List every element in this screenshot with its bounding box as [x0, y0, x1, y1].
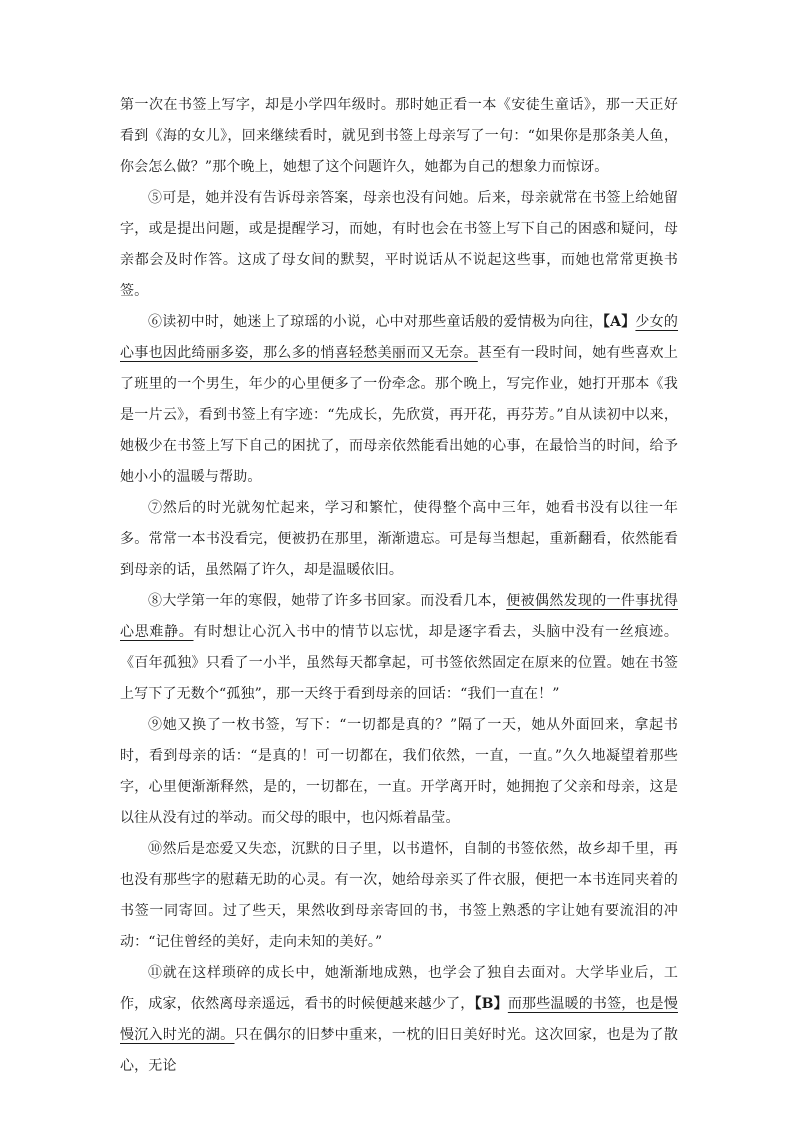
paragraph-9: ⑨她又换了一枚书签，写下：“一切都是真的？”隔了一天，她从外面回来，拿起书时，看到母亲的话：“是真的！可一切都在，我们依然，一直，一直。”久久地凝望着那些字，心里便渐渐释然，是的，一切都在，一直。开学离开时，她拥抱了父亲和母亲，这是以往从没有过的举动。而父母的眼中，也闪烁着晶莹。 [120, 717, 678, 826]
underlined-sentence-b: 而那些温暖的书签，也是慢慢沉入时光的湖。 [120, 996, 678, 1043]
paragraph-6-text-a: ⑥读初中时，她迷上了琼瑶的小说，心中对那些童话般的爱情极为向往， [148, 314, 603, 330]
paragraph-8-text-b: 有时想让心沉入书中的情节以忘忧，却是逐字看去，头脑中没有一丝痕迹。《百年孤独》只看了一小半，虽然每天都拿起，可书签依然固定在原来的位置。她在书签上写下了无数个“孤独”，那一天终于看到母亲的回话：“我们一直在！” [120, 624, 679, 702]
paragraph-7: ⑦然后的时光就匆忙起来，学习和繁忙，使得整个高中三年，她看书没有以往一年多。常常一本书没看完，便被扔在那里，渐渐遗忘。可是每当想起，重新翻看，依然能看到母亲的话，虽然隔了许久，却是温暖依旧。 [120, 500, 678, 578]
paragraph-10: ⑩然后是恋爱又失恋，沉默的日子里，以书遣怀，自制的书签依然，故乡却千里，再也没有那些字的慰藉无助的心灵。有一次，她给母亲买了件衣服，便把一本书连同夹着的书签一同寄回。过了些天，果然收到母亲寄回的书，书签上熟悉的字让她有要流泪的冲动：“记住曾经的美好，走向未知的美好。” [120, 841, 678, 950]
paragraph-4-continued: 第一次在书签上写字，却是小学四年级时。那时她正看一本《安徒生童话》，那一天正好看到《海的女儿》，回来继续看时，就见到书签上母亲写了一句：“如果你是那条美人鱼，你会怎么做？”那个晚上，她想了这个问题许久，她都为自己的想象力而惊讶。 [120, 97, 678, 175]
paragraph-11 [120, 958, 678, 1082]
paragraph-6 [120, 307, 678, 493]
article-body [120, 90, 678, 1082]
underlined-sentence-8: 便被偶然发现的一件事扰得心思难静。 [120, 593, 678, 640]
paragraph-8 [120, 586, 678, 710]
paragraph-6-text-b: 甚至有一段时间，她有些喜欢上了班里的一个男生，年少的心里便多了一份牵念。那个晚上，写完作业，她打开那本《我是一片云》，看到书签上有字迹：“先成长，先欣赏，再开花，再芬芳。”自从读初中以来，她极少在书签上写下自己的困扰了，而母亲依然能看出她的心事，在最恰当的时间，给予她小小的温暖与帮助。 [120, 345, 678, 485]
paragraph-11-text-b: 只在偶尔的旧梦中重来，一枕的旧日美好时光。这次回家，也是为了散心，无论 [120, 1027, 678, 1074]
paragraph-8-text-a: ⑧大学第一年的寒假，她带了许多书回家。而没看几本， [148, 593, 507, 609]
paragraph-5: ⑤可是，她并没有告诉母亲答案，母亲也没有问她。后来，母亲就常在书签上给她留字，或是提出问题，或是提醒学习，而她，有时也会在书签上写下自己的困惑和疑问，母亲都会及时作答。这成了母女间的默契，平时说话从不说起这些事，而她也常常更换书签。 [120, 190, 678, 299]
paragraph-11-text-a: ⑪就在这样琐碎的成长中，她渐渐地成熟，也学会了独自去面对。大学毕业后，工作，成家，依然离母亲遥远，看书的时候便越来越少了， [120, 965, 678, 1012]
underlined-sentence-a: 少女的心事也因此绮丽多姿，那么多的悄喜轻愁美丽而又无奈。 [120, 314, 679, 361]
marker-a: 【A】 [602, 314, 636, 330]
marker-b: 【B】 [474, 996, 508, 1012]
